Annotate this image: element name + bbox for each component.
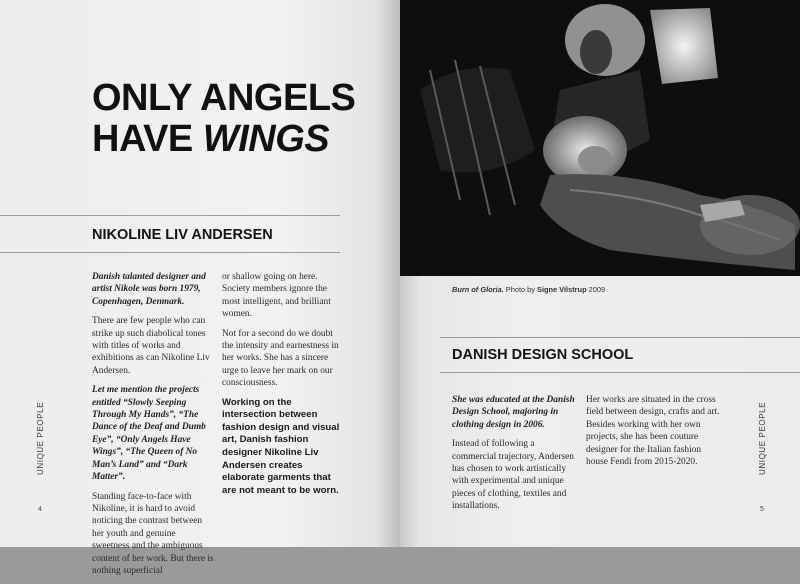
body-paragraph: Not for a second do we doubt the intensity and earnestness in her works. She has a sincere urge to leave her mark on our consciousness. <box>222 328 339 389</box>
caption-year: 2009 <box>586 285 606 294</box>
body-paragraph: Standing face-to-face with Nikoline, it is hard to avoid noticing the contrast between her youth and genuine sweetness and the ambiguous content of her work. But there is nothing superficial <box>92 491 214 576</box>
title-line-1: ONLY ANGELS <box>92 77 356 119</box>
divider-bottom <box>440 372 800 373</box>
left-page <box>0 0 400 576</box>
section-label: UNIQUE PEOPLE <box>36 401 45 475</box>
highlight-paragraph: Working on the intersection between fashion design and visual art, Danish fashion designer Nikoline Liv Andersen creates elaborate garments that are not meant to be worn. <box>222 396 340 496</box>
author-name: NIKOLINE LIV ANDERSEN <box>92 227 273 243</box>
left-column-1 <box>92 271 214 584</box>
title-line-2-prefix: HAVE <box>92 118 203 160</box>
body-paragraph: or shallow going on here. Society members ignore the most intelligent, and brilliant women. <box>222 272 331 320</box>
caption-title: Burn of Gloria. <box>452 285 504 294</box>
intro-paragraph: Danish talanted designer and artist Nikole was born 1979, Copenhagen, Denmark. <box>92 272 206 307</box>
right-page <box>400 0 800 547</box>
title-line-2-italic: WINGS <box>202 118 330 160</box>
right-column-2 <box>586 394 720 475</box>
section-label: UNIQUE PEOPLE <box>758 401 767 475</box>
divider-top <box>0 215 340 216</box>
projects-paragraph: Let me mention the projects entitled “Slowly Seeping Through My Hands”, “The Dance of the Deaf and Dumb Eye”, “Only Angels Have Wings”, “The Queen of No Man’s Land” and “Dark Matter”. <box>92 385 206 483</box>
left-column-2 <box>222 271 340 504</box>
intro-paragraph: She was educated at the Danish Design School, majoring in clothing design in 2006. <box>452 395 575 430</box>
section-heading: DANISH DESIGN SCHOOL <box>452 347 634 363</box>
body-paragraph: There are few people who can strike up such diabolical tones with titles of works and exhibitions as can Nikoline Liv Andersen. <box>92 316 210 376</box>
caption-photo-by: Photo by <box>503 285 538 294</box>
right-column-1 <box>452 394 580 520</box>
page-number: 5 <box>760 506 764 513</box>
article-title <box>92 78 355 160</box>
body-paragraph: Instead of following a commercial trajectory, Andersen has chosen to work artistically with experimental and unique pieces of clothing, textiles and installations. <box>452 439 574 512</box>
body-paragraph: Her works are situated in the cross field between design, crafts and art. Besides working with her own projects, she has been couture designer for the Italian fashion house Fendi from 2015-2020. <box>586 395 720 468</box>
fashion-photo-illustration <box>400 0 800 276</box>
photo-caption <box>452 285 605 294</box>
caption-photographer: Signe Vilstrup <box>537 285 587 294</box>
fashion-photo <box>400 0 800 276</box>
divider-bottom <box>0 252 340 253</box>
page-number: 4 <box>38 506 42 513</box>
divider-top <box>440 337 800 338</box>
